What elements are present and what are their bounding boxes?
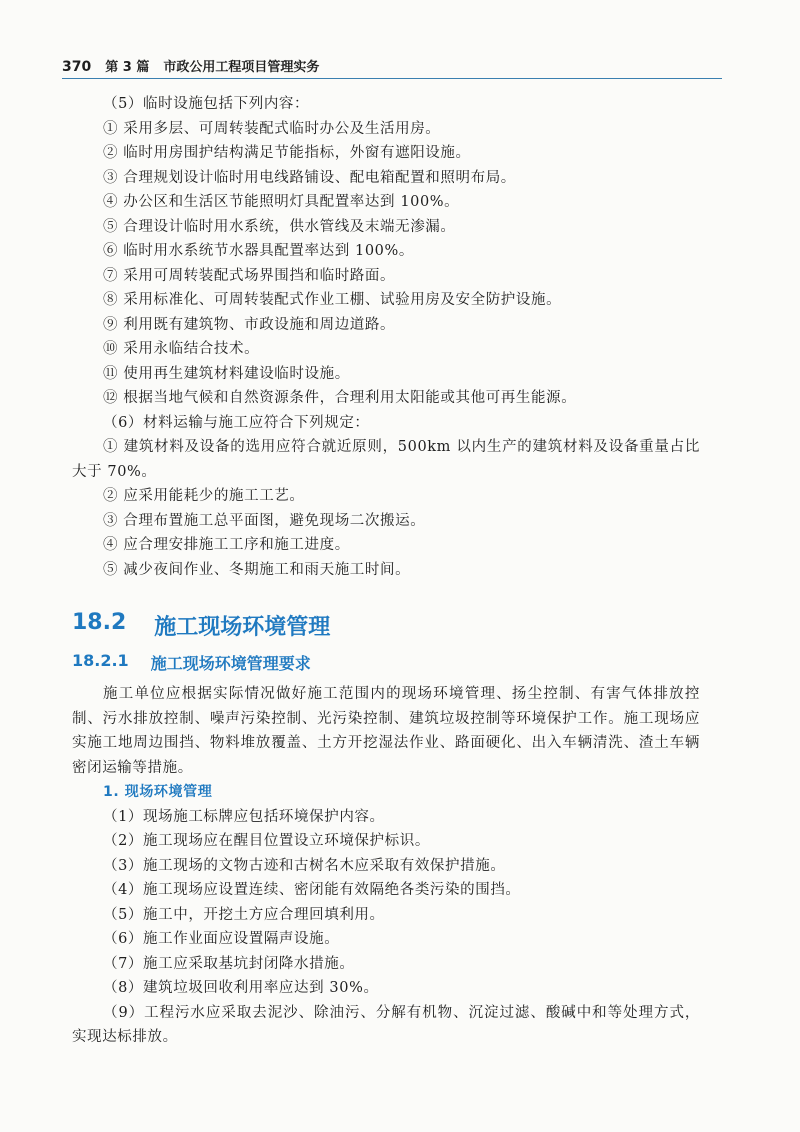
list-item: （9）工程污水应采取去泥沙、除油污、分解有机物、沉淀过滤、酸碱中和等处理方式，实现达标排放。 <box>72 1004 700 1045</box>
running-header <box>62 56 722 79</box>
subheading: 1. 现场环境管理 <box>103 784 213 800</box>
list-item: ① 采用多层、可周转装配式临时办公及生活用房。 <box>103 120 441 137</box>
body-paragraph: 施工单位应根据实际情况做好施工范围内的现场环境管理、扬尘控制、有害气体排放控制、污水排放控制、噪声污染控制、光污染控制、建筑垃圾控制等环境保护工作。施工现场应实施工地周边围挡、物料堆放覆盖、土方开挖湿法作业、路面硬化、出入车辆清洗、渣土车辆密闭运输等措施。 <box>72 686 700 776</box>
section-number: 18.2 <box>72 610 127 635</box>
subsection-heading <box>72 651 311 674</box>
list-item: ③ 合理布置施工总平面图，避免现场二次搬运。 <box>103 512 426 529</box>
list-item: （1）现场施工标牌应包括环境保护内容。 <box>103 808 385 825</box>
list-item: ② 应采用能耗少的施工工艺。 <box>103 488 305 504</box>
list-item: ⑥ 临时用水系统节水器具配置率达到 100%。 <box>103 243 414 259</box>
list-item: ③ 合理规划设计临时用电线路铺设、配电箱配置和照明布局。 <box>103 169 516 186</box>
subsection-number: 18.2.1 <box>72 651 129 670</box>
list-item: ② 临时用房围护结构满足节能指标，外窗有遮阳设施。 <box>103 145 471 161</box>
list-item: ④ 应合理安排施工工序和施工进度。 <box>103 537 350 553</box>
page-number: 370 <box>62 59 92 75</box>
list-item: （3）施工现场的文物古迹和古树名木应采取有效保护措施。 <box>103 857 506 874</box>
section-title: 施工现场环境管理 <box>154 615 331 640</box>
temporary-facilities-block <box>72 92 700 582</box>
list-item: ⑦ 采用可周转装配式场界围挡和临时路面。 <box>103 267 396 284</box>
part-label: 第 3 篇 <box>105 60 150 75</box>
list-item: ⑪ 使用再生建筑材料建设临时设施。 <box>103 365 350 382</box>
list-item: （8）建筑垃圾回收利用率应达到 30%。 <box>103 980 379 996</box>
list-item: （6）施工作业面应设置隔声设施。 <box>103 931 340 947</box>
list-intro: （5）临时设施包括下列内容： <box>103 96 310 112</box>
list-item: ① 建筑材料及设备的选用应符合就近原则，500km 以内生产的建筑材料及设备重量占比大于 70%。 <box>72 439 700 480</box>
book-title: 市政公用工程项目管理实务 <box>163 60 320 75</box>
list-item: ⑫ 根据当地气候和自然资源条件，合理利用太阳能或其他可再生能源。 <box>103 390 577 406</box>
subsection-title: 施工现场环境管理要求 <box>150 654 311 673</box>
section-heading <box>72 610 330 641</box>
list-item: （4）施工现场应设置连续、密闭能有效隔绝各类污染的围挡。 <box>103 882 521 898</box>
list-item: （2）施工现场应在醒目位置设立环境保护标识。 <box>103 833 430 849</box>
list-item: （5）施工中，开挖土方应合理回填利用。 <box>103 906 385 923</box>
list-item: ⑤ 合理设计临时用水系统，供水管线及末端无渗漏。 <box>103 218 456 235</box>
list-item: ⑨ 利用既有建筑物、市政设施和周边道路。 <box>103 316 396 333</box>
list-item: （7）施工应采取基坑封闭降水措施。 <box>103 955 355 972</box>
list-item: ⑩ 采用永临结合技术。 <box>103 341 260 357</box>
list-item: ⑤ 减少夜间作业、冬期施工和雨天施工时间。 <box>103 561 411 578</box>
list-item: ⑧ 采用标准化、可周转装配式作业工棚、试验用房及安全防护设施。 <box>103 292 562 308</box>
environment-management-block <box>72 682 700 1050</box>
list-item: ④ 办公区和生活区节能照明灯具配置率达到 100%。 <box>103 194 460 210</box>
list-intro: （6）材料运输与施工应符合下列规定： <box>103 414 370 431</box>
